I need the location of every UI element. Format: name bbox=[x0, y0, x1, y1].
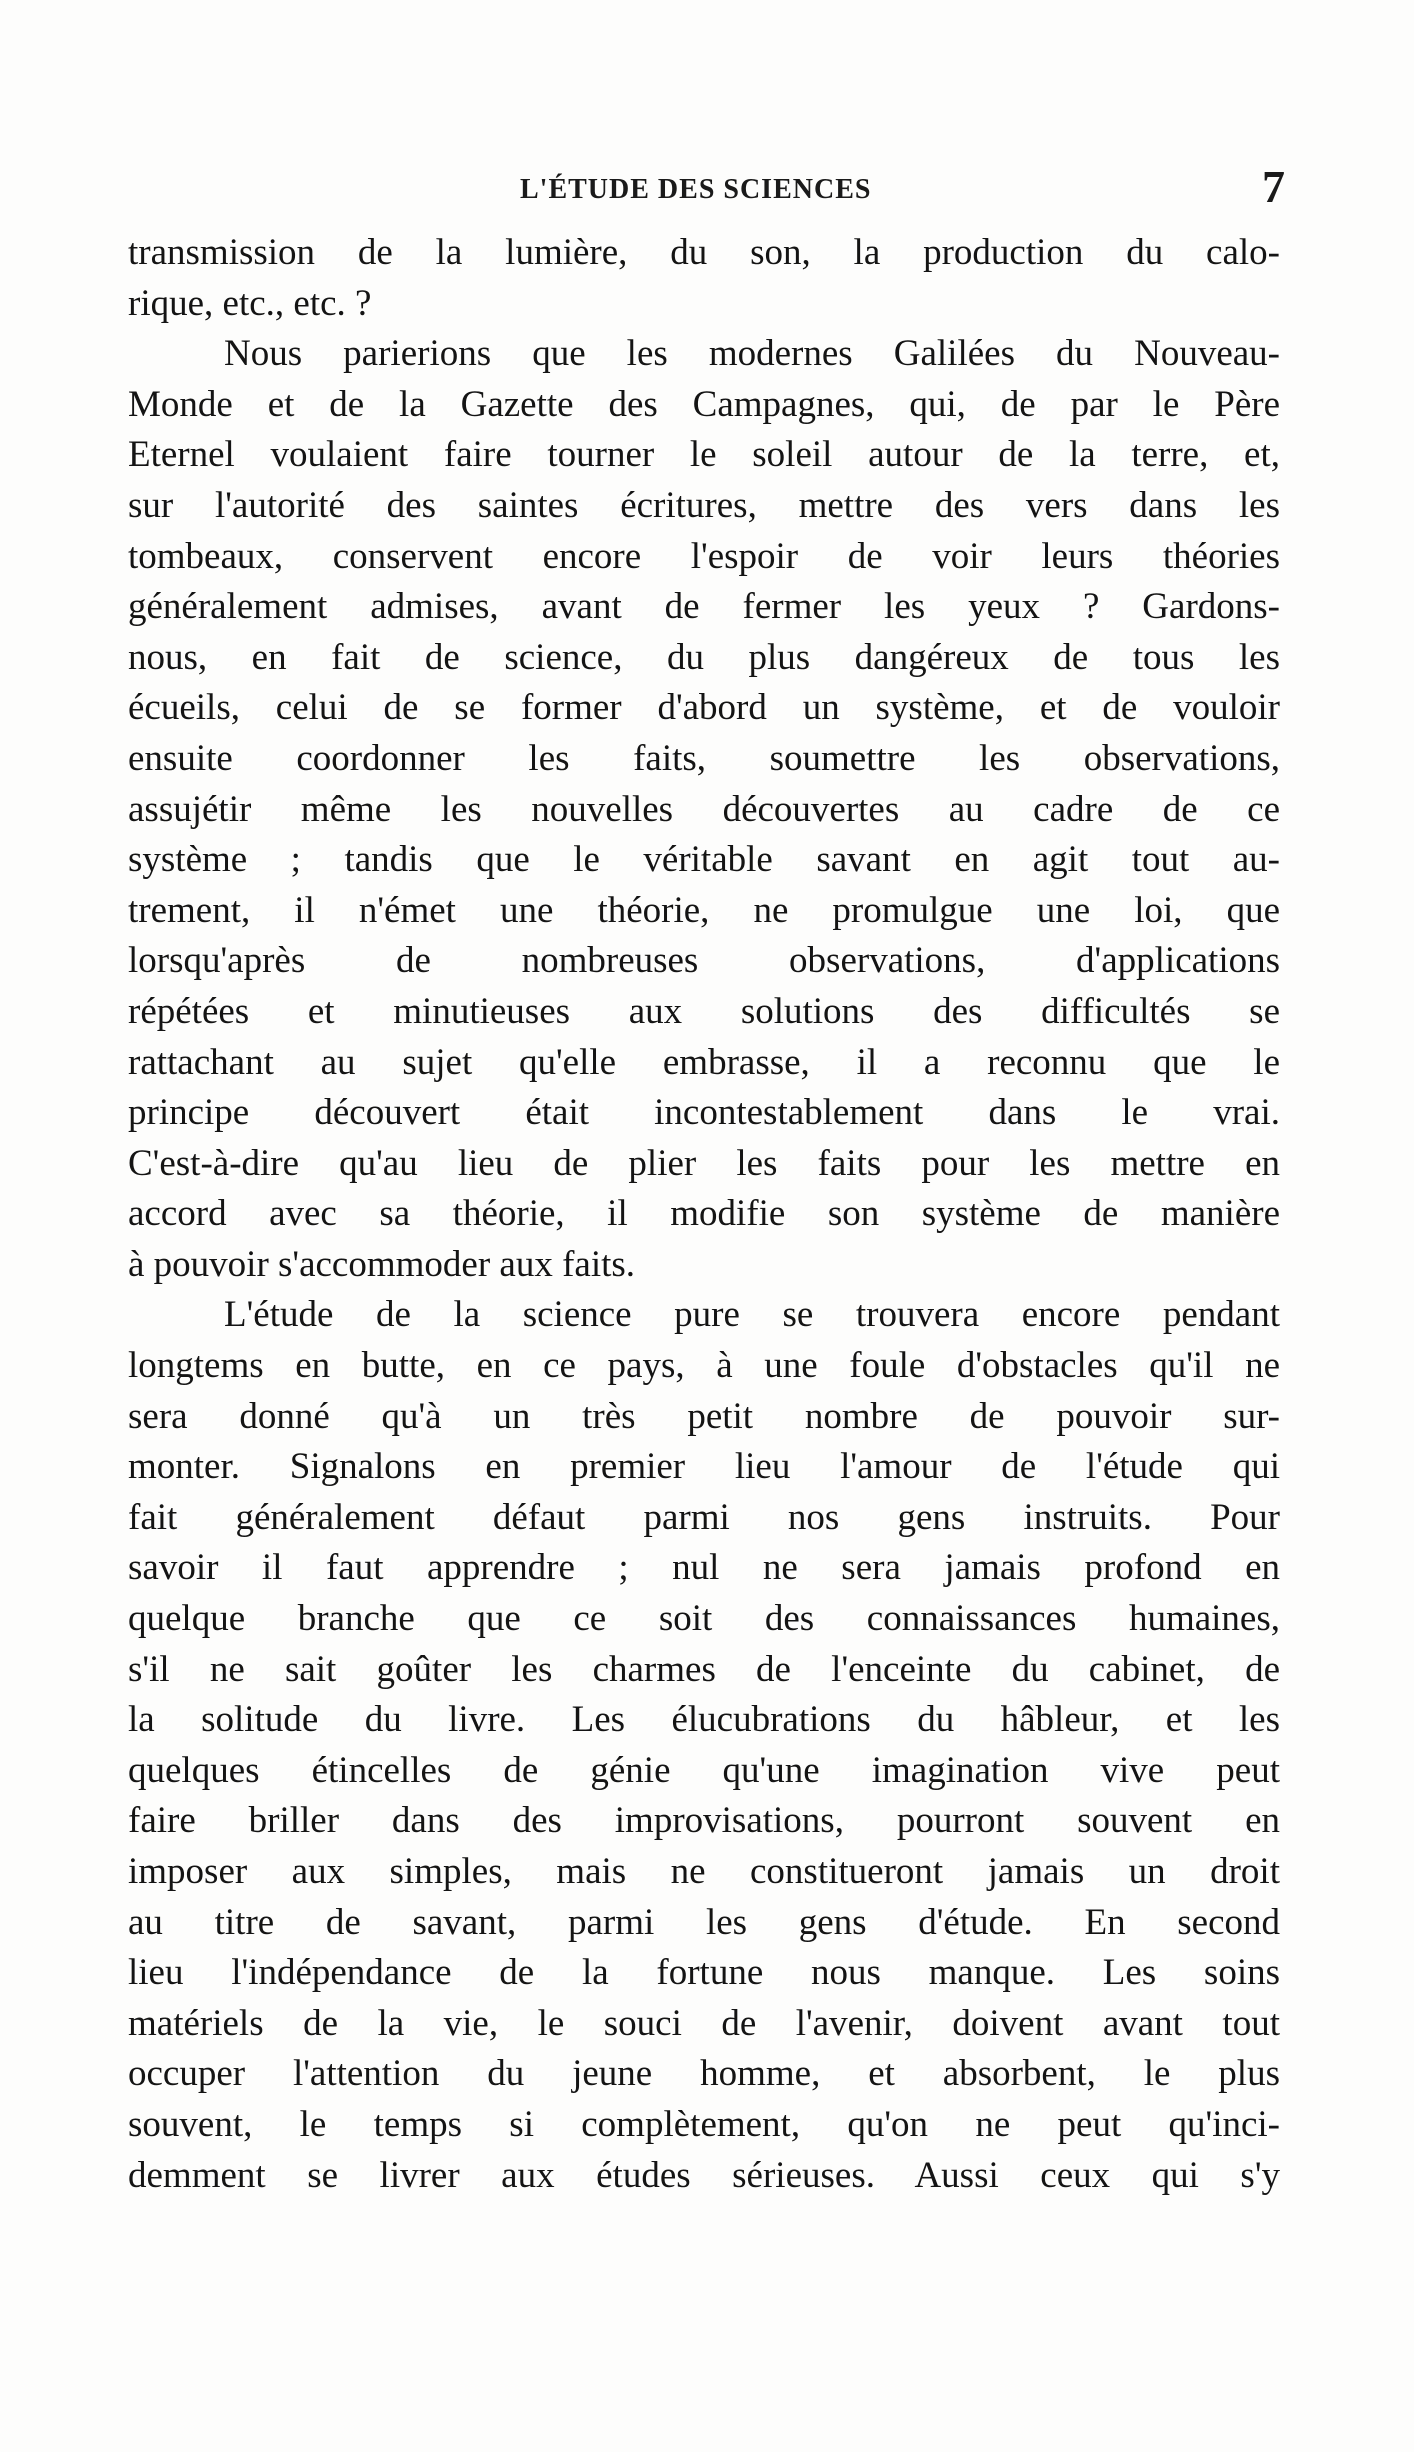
text-line: rattachant au sujet qu'elle embrasse, il a reconnu que le bbox=[128, 1041, 1280, 1083]
text-line: sera donné qu'à un très petit nombre de pouvoir sur- bbox=[128, 1395, 1280, 1437]
text-line: occuper l'attention du jeune homme, et absorbent, le plus bbox=[128, 2053, 1280, 2095]
text-line: Nous parierions que les modernes Galilées du Nouveau- bbox=[224, 333, 1280, 375]
text-line: souvent, le temps si complètement, qu'on ne peut qu'inci- bbox=[128, 2103, 1280, 2145]
text-line: transmission de la lumière, du son, la production du calo- bbox=[128, 232, 1280, 273]
text-line: quelques étincelles de génie qu'une imagination vive peut bbox=[128, 1749, 1280, 1791]
text-line: imposer aux simples, mais ne constitueront jamais un droit bbox=[128, 1851, 1280, 1892]
text-line: L'étude de la science pure se trouvera encore pendant bbox=[224, 1294, 1280, 1336]
text-line: ensuite coordonner les faits, soumettre les observations, bbox=[128, 737, 1280, 779]
text-line: demment se livrer aux études sérieuses. Aussi ceux qui s'y bbox=[128, 2154, 1280, 2196]
text-line: savoir il faut apprendre ; nul ne sera jamais profond en bbox=[128, 1547, 1280, 1589]
text-line: Monde et de la Gazette des Campagnes, qui, de par le Père bbox=[128, 383, 1280, 425]
text-line: C'est-à-dire qu'au lieu de plier les faits pour les mettre en bbox=[128, 1142, 1280, 1184]
paragraph bbox=[128, 228, 1280, 329]
text-line: à pouvoir s'accommoder aux faits. bbox=[128, 1243, 636, 1285]
running-title: L'ÉTUDE DES SCIENCES bbox=[520, 174, 872, 205]
text-line: écueils, celui de se former d'abord un système, et de vouloir bbox=[128, 687, 1280, 729]
text-line: nous, en fait de science, du plus dangéreux de tous les bbox=[128, 636, 1280, 678]
text-line: fait généralement défaut parmi nos gens instruits. Pour bbox=[128, 1496, 1280, 1538]
text-line: tombeaux, conservent encore l'espoir de voir leurs théories bbox=[128, 535, 1280, 577]
body-text bbox=[128, 228, 1280, 2201]
text-line: trement, il n'émet une théorie, ne promulgue une loi, que bbox=[128, 889, 1280, 931]
text-line: quelque branche que ce soit des connaissances humaines, bbox=[128, 1598, 1280, 1640]
text-line: système ; tandis que le véritable savant en agit tout au- bbox=[128, 839, 1280, 881]
text-line: accord avec sa théorie, il modifie son système de manière bbox=[128, 1193, 1280, 1235]
text-line: au titre de savant, parmi les gens d'étude. En second bbox=[128, 1901, 1280, 1943]
text-line: sur l'autorité des saintes écritures, mettre des vers dans les bbox=[128, 484, 1280, 526]
text-line: rique, etc., etc. ? bbox=[128, 282, 372, 324]
paragraph bbox=[128, 329, 1280, 1290]
text-line: s'il ne sait goûter les charmes de l'enceinte du cabinet, de bbox=[128, 1648, 1280, 1690]
text-line: monter. Signalons en premier lieu l'amour de l'étude qui bbox=[128, 1446, 1280, 1488]
text-line: Eternel voulaient faire tourner le soleil autour de la terre, et, bbox=[128, 434, 1280, 476]
text-line: longtems en butte, en ce pays, à une foule d'obstacles qu'il ne bbox=[128, 1345, 1280, 1387]
text-line: faire briller dans des improvisations, pourront souvent en bbox=[128, 1800, 1280, 1842]
text-line: assujétir même les nouvelles découvertes au cadre de ce bbox=[128, 788, 1280, 830]
text-line: lieu l'indépendance de la fortune nous manque. Les soins bbox=[128, 1952, 1280, 1994]
text-line: matériels de la vie, le souci de l'avenir, doivent avant tout bbox=[128, 2002, 1280, 2044]
text-line: généralement admises, avant de fermer les yeux ? Gardons- bbox=[128, 586, 1280, 628]
text-line: répétées et minutieuses aux solutions des difficultés se bbox=[128, 990, 1280, 1032]
text-line: principe découvert était incontestablement dans le vrai. bbox=[128, 1092, 1280, 1134]
paragraph bbox=[128, 1290, 1280, 2201]
text-line: la solitude du livre. Les élucubrations du hâbleur, et les bbox=[128, 1699, 1280, 1741]
running-head bbox=[0, 160, 1414, 220]
text-line: lorsqu'après de nombreuses observations, d'applications bbox=[128, 940, 1280, 982]
page-number: 7 bbox=[1262, 161, 1285, 212]
